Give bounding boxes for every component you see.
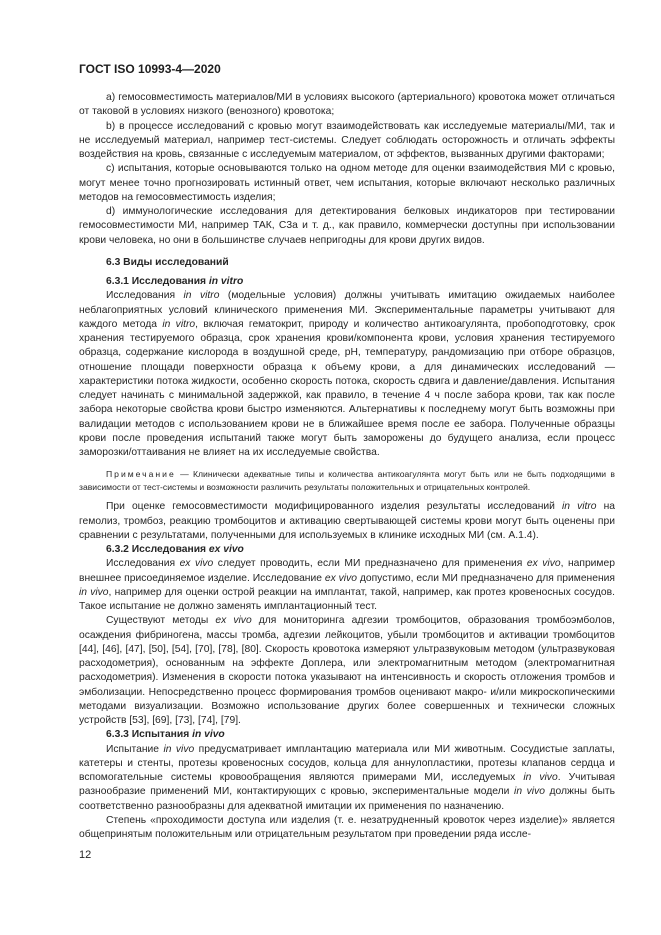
paragraph-in-vivo-1: Испытание in vivo предусматривает имплантацию материала или МИ животным. Сосудистые заплаты, катетеры и стенты, протезы кровеносных сосудов, кольца для аннулопластики, протезы клапанов сердца и вспомогательные системы кровообращения являются примерами МИ, исследуемых in vivo. Учитывая разнообразие применений МИ, контактирующих с кровью, экспериментальные модели in vivo должны быть соответственно разнообразны для адекватной имитации их применения по назначению. bbox=[79, 743, 616, 812]
page-body bbox=[79, 91, 615, 842]
subsection-heading-6-3-1: 6.3.1 Исследования in vitro bbox=[106, 276, 244, 287]
subsection-heading-6-3-2: 6.3.2 Исследования ex vivo bbox=[106, 544, 244, 555]
paragraph-in-vivo-2: Степень «проходимости доступа или изделия (т. е. незатрудненный кровоток через изделие)» является общепринятым положительным или отрицательным результатом при проведении ряда иссле- bbox=[79, 814, 615, 840]
list-item-a: a) гемосовместимость материалов/МИ в условиях высокого (артериального) кровотока может отличаться от таковой в условиях низкого (венозного) кровотока; bbox=[79, 92, 615, 118]
list-item-c: c) испытания, которые основываются только на одном методе для оценки взаимодействия МИ с кровью, могут менее точно прогнозировать истинный ответ, чем испытания, которые включают несколько различных методов на гемосовместимость изделия; bbox=[79, 163, 615, 203]
note: Примечание — Клинически адекватные типы и количества антикоагулянта могут быть или не быть подходящими в зависимости от тест-системы и возможности различить результаты положительных и отрицательных контролей. bbox=[79, 469, 615, 492]
paragraph-in-vitro-1: Исследования in vitro (модельные условия) должны учитывать имитацию ожидаемых наиболее неблагоприятных условий клинического применения МИ. Экспериментальные параметры учитывают для каждого метода in vitro, включая гематокрит, природу и количество антикоагулянта, пробоподготовку, срок хранения тестируемого образца, срок хранения крови/компонента крови, условия хранения тестируемого образца, содержание кислорода в воздушной среде, pH, температуру, рандомизацию при отборе образцов, отношение площади поверхности образца к объему крови, а для динамических исследований — характеристики потока жидкости, особенно скорость потока, скорость сдвига и давление/давления. Испытания следует начинать с минимальной задержкой, как правило, в течение 4 ч после забора крови, так как после забора некоторые свойства крови быстро изменяются. Альтернативы к последнему могут быть возможны при валидации методов с использованием крови не в ближайшее время после ее забора. Полученные образцы крови после проведения испытаний также могут быть заморожены до будущего анализа, если процесс заморозки/оттаивания не влияет на их исследуемые свойства. bbox=[79, 290, 616, 458]
paragraph-in-vitro-2: При оценке гемосовместимости модифицированного изделия результаты исследований in vitro на гемолиз, тромбоз, реакцию тромбоцитов и активацию свертывающей системы крови могут быть оценены при сравнении с результатами, полученными для используемых в клинике исходных МИ (см. А.1.4). bbox=[79, 501, 616, 541]
subsection-heading-6-3-3: 6.3.3 Испытания in vivo bbox=[106, 729, 225, 741]
list-item-d: d) иммунологические исследования для детектирования белковых индикаторов при тестировании гемосовместимости МИ, например ТАК, C3a и т. д., как правило, коммерчески доступны при использовании крови человека, но они в большинстве случаев непригодны для крови других видов. bbox=[79, 206, 615, 246]
page-number: 12 bbox=[79, 849, 92, 861]
section-heading-6-3: 6.3 Виды исследований bbox=[106, 256, 229, 268]
list-item-b: b) в процессе исследований с кровью могут взаимодействовать как исследуемые материалы/МИ, так и не исследуемый материал, например тест-системы. Следует соблюдать осторожность и отличать эффекты воздействия на кровь, связанные с исследуемым материалом, от эффектов, вызванных другими факторами; bbox=[79, 120, 615, 160]
paragraph-ex-vivo-2: Существуют методы ex vivo для мониторинга адгезии тромбоцитов, образования тромбоэмболов, осаждения фибриногена, массы тромба, адгезии лейкоцитов, убыли тромбоцитов и активации тромбоцитов [44], [46], [47], [50], [54], [70], [78], [80]. Скорость кровотока измеряют ультразвуковым методом (ультразвуковая расходометрия), основанным на эффекте Доплера, или электромагнитным методом (электромагнитная расходометрия). Изменения в скорости потока указывают на интенсивность и скорость отложения тромбов и эмболизации. Непосредственно процесс формирования тромбов оценивают макро- и/или микроскопическими методами визуализации. Возможно использование других более совершенных и технически сложных устройств [53], [69], [73], [74], [79]. bbox=[79, 615, 615, 726]
standard-header: ГОСТ ISO 10993-4—2020 bbox=[79, 62, 221, 76]
paragraph-ex-vivo-1: Исследования ex vivo следует проводить, если МИ предназначено для применения ex vivo, например внешнее присоединяемое изделие. Исследование ex vivo допустимо, если МИ предназначено для применения in vivo, например для оценки острой реакции на имплантат, такой, например, как протез кровеносных сосудов. Такое испытание не должно заменять имплантационный тест. bbox=[79, 558, 615, 612]
